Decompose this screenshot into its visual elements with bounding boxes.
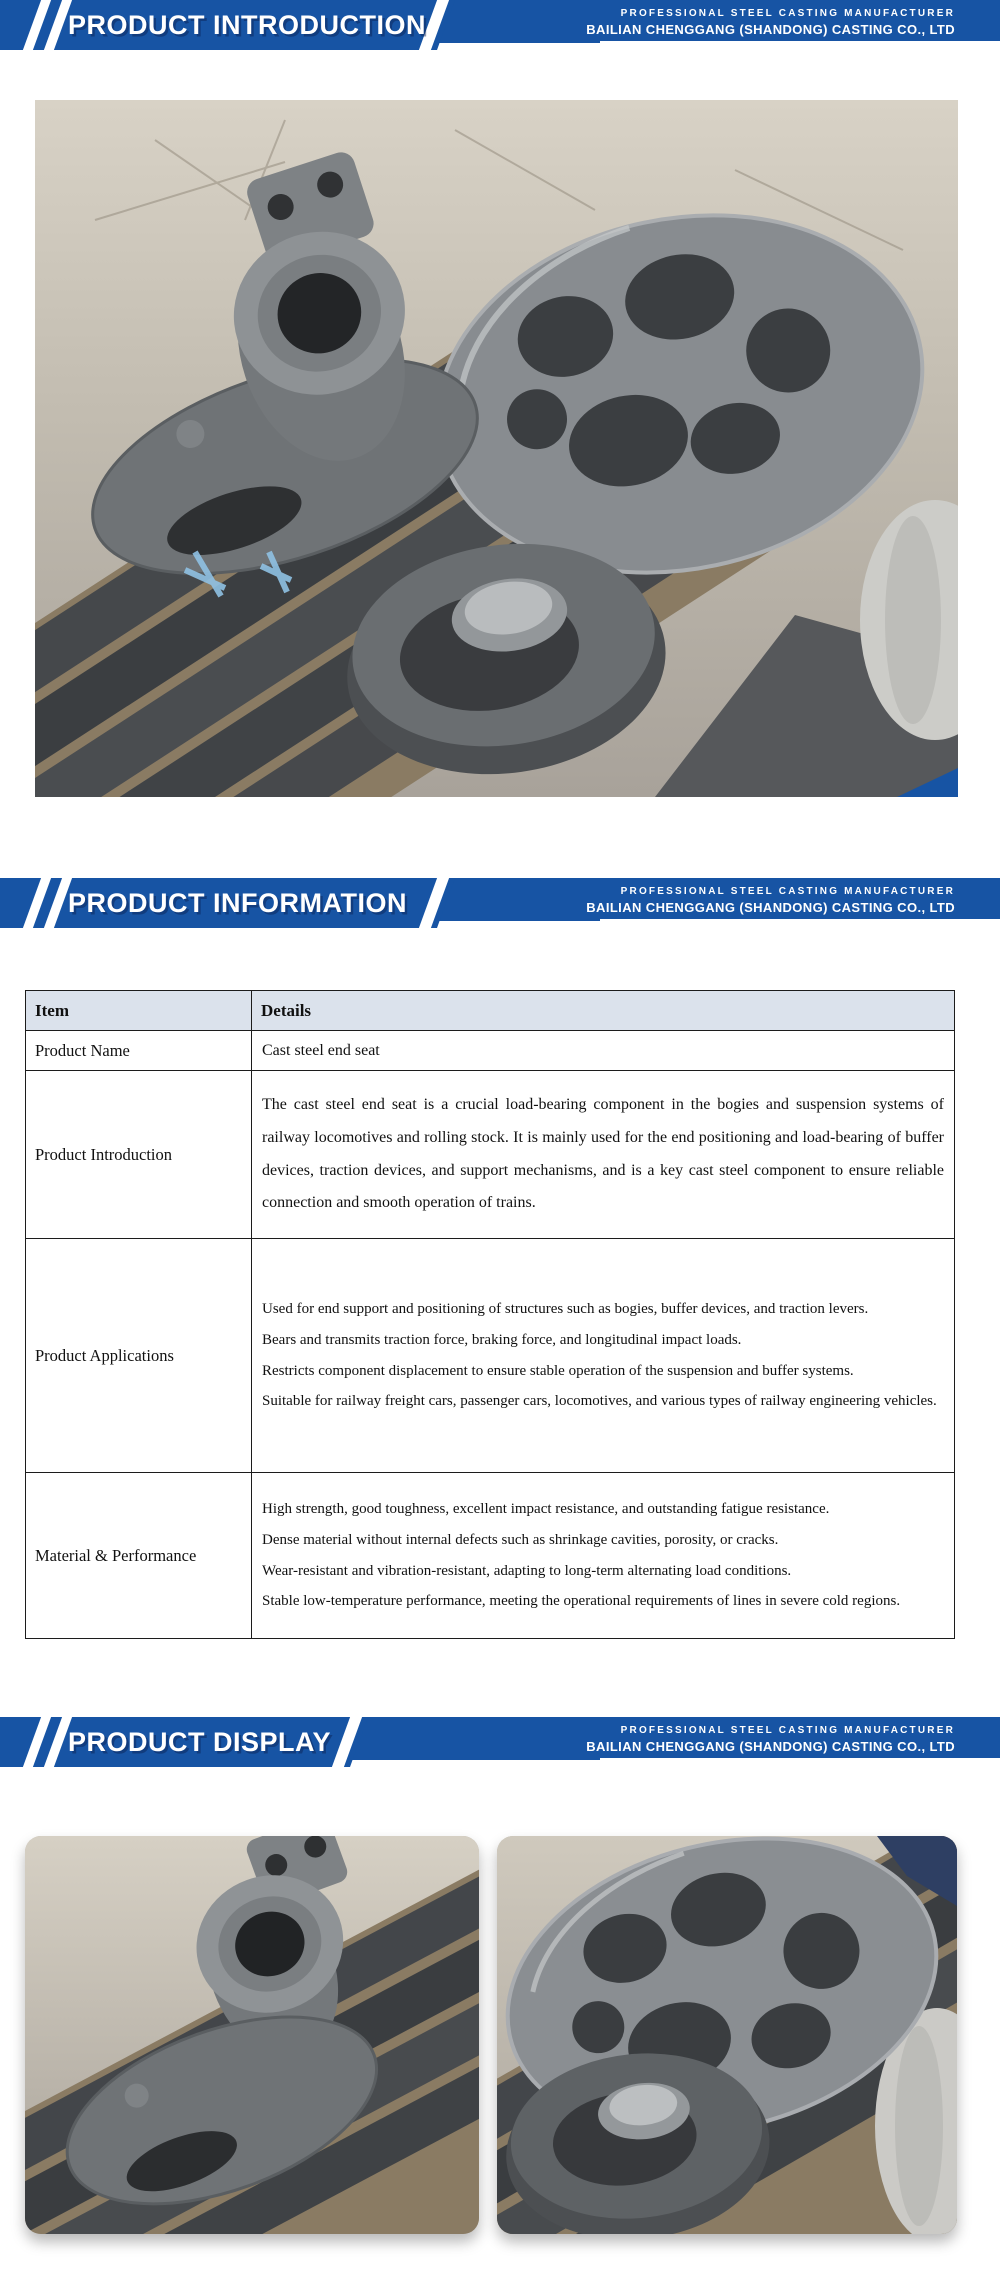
table-row-product-name <box>26 1031 955 1071</box>
section-title: PRODUCT DISPLAY <box>68 1727 332 1757</box>
row-value <box>252 1473 955 1639</box>
brand-underline <box>600 919 1000 921</box>
brand-block <box>586 885 955 916</box>
material-line: High strength, good toughness, excellent impact resistance, and outstanding fatigue resistance. <box>262 1501 830 1517</box>
product-display-row <box>25 1836 957 2234</box>
section-header-display <box>0 1717 1000 1767</box>
row-label: Product Name <box>26 1031 252 1071</box>
material-line: Stable low-temperature performance, meeting the operational requirements of lines in severe cold regions. <box>262 1593 901 1610</box>
table-row-material-performance <box>26 1473 955 1639</box>
product-photo-main <box>35 100 958 797</box>
section-header-information <box>0 878 1000 928</box>
brand-underline <box>600 1758 1000 1760</box>
application-line: Suitable for railway freight cars, passenger cars, locomotives, and various types of railway engineering vehicles. <box>262 1393 937 1410</box>
material-line: Wear-resistant and vibration-resistant, adapting to long-term alternating load conditions. <box>262 1562 792 1579</box>
section-header-introduction <box>0 0 1000 50</box>
brand-tagline: PROFESSIONAL STEEL CASTING MANUFACTURER <box>620 886 955 897</box>
brand-block <box>586 1724 955 1755</box>
brand-block <box>586 7 955 38</box>
row-label: Product Applications <box>26 1239 252 1473</box>
row-value: Cast steel end seat <box>252 1031 955 1071</box>
section-title: PRODUCT INTRODUCTION <box>68 10 426 40</box>
application-line: Used for end support and positioning of structures such as bogies, buffer devices, and traction levers. <box>262 1301 869 1317</box>
row-value <box>252 1071 955 1239</box>
product-photo-display-left <box>25 1836 479 2234</box>
application-line: Bears and transmits traction force, braking force, and longitudinal impact loads. <box>262 1331 742 1348</box>
table-header-row <box>26 991 955 1031</box>
section-title: PRODUCT INFORMATION <box>68 888 407 918</box>
introduction-paragraph: The cast steel end seat is a crucial load-bearing component in the bogies and suspension systems of railway locomotives and rolling stock. It is mainly used for the end positioning and load-bearing of buffer devices, traction devices, and support mechanisms, and is a key cast steel component to ensure reliable connection and smooth operation of trains. <box>262 1095 944 1212</box>
col-header-details: Details <box>252 991 955 1031</box>
row-label: Material & Performance <box>26 1473 252 1639</box>
material-line: Dense material without internal defects such as shrinkage cavities, porosity, or cracks. <box>262 1531 779 1548</box>
brand-company-name: BAILIAN CHENGGANG (SHANDONG) CASTING CO., LTD <box>586 900 955 915</box>
table-row-product-applications <box>26 1239 955 1473</box>
brand-company-name: BAILIAN CHENGGANG (SHANDONG) CASTING CO., LTD <box>586 22 955 37</box>
brand-underline <box>600 41 1000 43</box>
brand-tagline: PROFESSIONAL STEEL CASTING MANUFACTURER <box>620 1725 955 1736</box>
brand-tagline: PROFESSIONAL STEEL CASTING MANUFACTURER <box>620 8 955 19</box>
product-info-table <box>25 990 955 1639</box>
plate-and-disc-illustration <box>497 1836 957 2234</box>
end-seat-lever-illustration <box>25 1836 479 2234</box>
application-line: Restricts component displacement to ensure stable operation of the suspension and buffer systems. <box>262 1362 854 1379</box>
brand-company-name: BAILIAN CHENGGANG (SHANDONG) CASTING CO., LTD <box>586 1739 955 1754</box>
row-value <box>252 1239 955 1473</box>
col-header-item: Item <box>26 991 252 1031</box>
row-label: Product Introduction <box>26 1071 252 1239</box>
product-photo-display-right <box>497 1836 957 2234</box>
castings-on-pallet-illustration <box>35 100 958 797</box>
table-row-product-introduction <box>26 1071 955 1239</box>
